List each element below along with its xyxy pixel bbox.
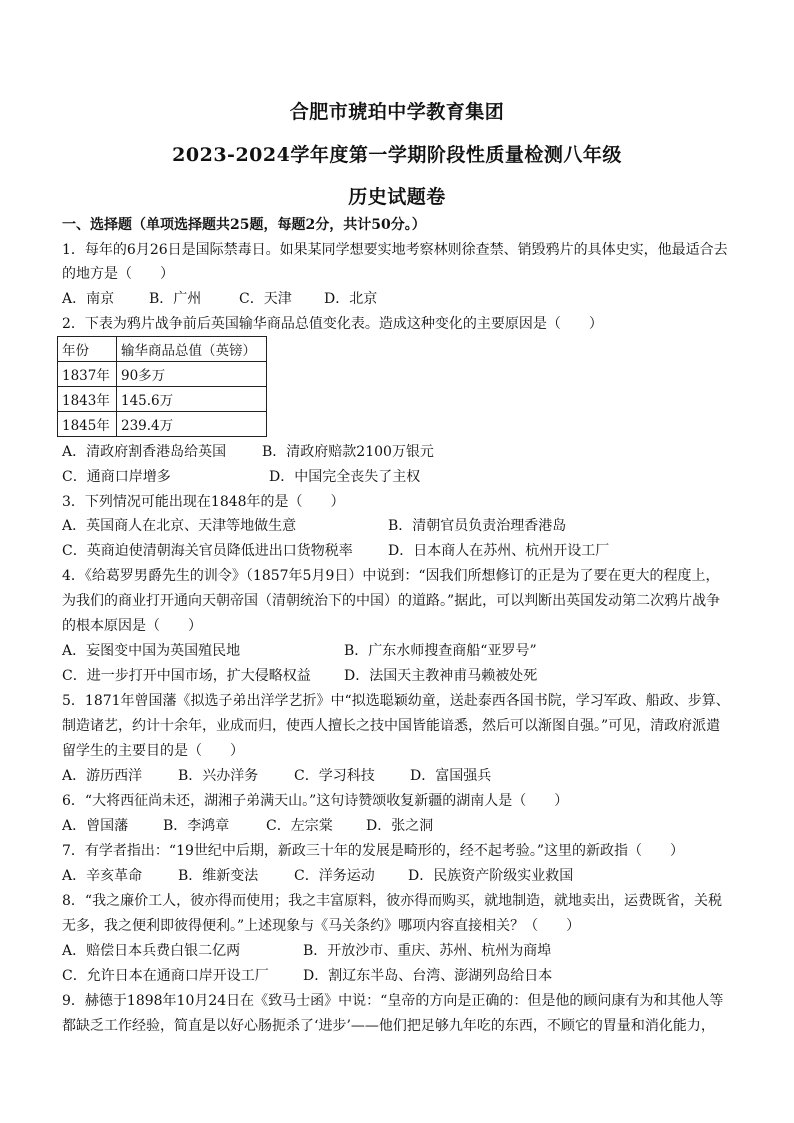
q3-option-d: D．日本商人在苏州、杭州开设工厂: [388, 543, 610, 559]
q7-option-d: D．民族资产阶级实业救国: [408, 868, 574, 884]
section-heading: 一、选择题（单项选择题共25题，每题2分，共计50分。）: [62, 217, 426, 233]
q8-option-b: B．开放沙市、重庆、苏州、杭州为商埠: [303, 943, 552, 959]
q9-stem-line1: 9．赫德于1898年10月24日在《致马士函》中说：“皇帝的方向是正确的：但是他的顾问康有为和其他人等: [62, 993, 724, 1009]
q3-option-b: B．清朝官员负责治理香港岛: [388, 518, 567, 534]
q4-stem-line2: 为我们的商业打开通向天朝帝国（清朝统治下的中国）的道路。”据此，可以判断出英国发动第二次鸦片战争: [62, 593, 721, 609]
q5-option-a: A．游历西洋: [62, 768, 143, 784]
table-header-row: [58, 337, 267, 362]
q8-stem-line2: 无多，我之便利即彼得便利。”上述现象与《马关条约》哪项内容直接相关？（ ）: [62, 918, 581, 934]
q3-option-a: A．英国商人在北京、天津等地做生意: [62, 518, 297, 534]
q6-option-c: C．左宗棠: [266, 818, 333, 834]
q8-option-c: C．允许日本在通商口岸开设工厂: [62, 968, 269, 984]
q4-stem-line3: 的根本原因是（ ）: [62, 618, 202, 634]
q1-stem-line1: 1．每年的6月26日是国际禁毒日。如果某同学想要实地考察林则徐查禁、销毁鸦片的具体史实，他最适合去: [62, 242, 728, 258]
q2-option-d: D．中国完全丧失了主权: [269, 469, 421, 485]
q5-option-d: D．富国强兵: [410, 768, 492, 784]
q6-option-d: D．张之洞: [366, 818, 434, 834]
q1-option-a: A．南京: [62, 291, 115, 307]
q2-option-b: B．清政府赔款2100万银元: [262, 444, 434, 460]
q5-stem-line3: 留学生的主要目的是（ ）: [62, 743, 244, 759]
subject-title: 历史试题卷: [348, 186, 446, 208]
table-cell: 239.4万: [117, 412, 267, 437]
school-title: 合肥市琥珀中学教育集团: [289, 101, 505, 123]
table-row: [58, 412, 267, 437]
q2-data-table: [57, 336, 267, 437]
q1-option-d: D．北京: [324, 291, 378, 307]
q2-stem: 2．下表为鸦片战争前后英国输华商品总值变化表。造成这种变化的主要原因是（ ）: [62, 316, 603, 332]
q6-stem: 6．“大将西征尚未还，湖湘子弟满天山。”这句诗赞颂收复新疆的湖南人是（ ）: [62, 793, 569, 809]
q8-stem-line1: 8．“我之廉价工人，彼亦得而使用；我之丰富原料，彼亦得而购买，就地制造，就地卖出，运费既省，关税: [62, 893, 723, 909]
q7-option-c: C．洋务运动: [294, 868, 375, 884]
q7-option-b: B．维新变法: [178, 868, 259, 884]
q5-option-b: B．兴办洋务: [178, 768, 259, 784]
q4-option-d: D．法国天主教神甫马赖被处死: [344, 668, 538, 684]
table-cell: 145.6万: [117, 387, 267, 412]
q4-option-b: B．广东水师搜查商船“亚罗号”: [344, 643, 537, 659]
q2-option-c: C．通商口岸增多: [62, 469, 171, 485]
q7-stem: 7．有学者指出：“19世纪中后期，新政三十年的发展是畸形的，经不起考验。”这里的新政指（ ）: [62, 843, 685, 859]
q5-stem-line1: 5．1871年曾国藩《拟选子弟出洋学艺折》中“拟选聪颖幼童，送赴泰西各国书院，学习军政、船政、步算、: [62, 693, 730, 709]
table-cell: 1837年: [58, 362, 117, 387]
q8-option-a: A．赔偿日本兵费白银二亿两: [62, 943, 241, 959]
exam-title: 2023-2024学年度第一学期阶段性质量检测八年级: [172, 144, 622, 166]
q1-stem-line2: 的地方是（ ）: [62, 266, 174, 282]
q4-option-a: A．妄图变中国为英国殖民地: [62, 643, 241, 659]
table-cell: 90多万: [117, 362, 267, 387]
q9-stem-line2: 都缺乏工作经验，简直是以好心肠扼杀了‘进步’——他们把足够九年吃的东西，不顾它的胃量和消化能力，: [62, 1018, 715, 1034]
q4-option-c: C．进一步打开中国市场，扩大侵略权益: [62, 668, 311, 684]
q5-option-c: C．学习科技: [294, 768, 375, 784]
table-row: [58, 387, 267, 412]
table-header-value: 输华商品总值（英镑）: [117, 337, 267, 362]
q3-stem: 3．下列情况可能出现在1848年的是（ ）: [62, 494, 345, 510]
q4-stem-line1: 4．《给葛罗男爵先生的训令》（1857年5月9日）中说到：“因我们所想修订的正是为了要在更大的程度上，: [62, 568, 720, 584]
q3-option-c: C．英商迫使清朝海关官员降低进出口货物税率: [62, 543, 353, 559]
q2-option-a: A．清政府割香港岛给英国: [62, 444, 227, 460]
table-header-year: 年份: [58, 337, 117, 362]
table-cell: 1845年: [58, 412, 117, 437]
q5-stem-line2: 制造诸艺，约计十余年，业成而归，使西人擅长之技中国皆能谙悉，然后可以渐图自强。”可见，清政府派遣: [62, 718, 721, 734]
table-cell: 1843年: [58, 387, 117, 412]
q1-option-b: B．广州: [149, 291, 202, 307]
table-row: [58, 362, 267, 387]
q6-option-a: A．曾国藩: [62, 818, 129, 834]
q7-option-a: A．辛亥革命: [62, 868, 143, 884]
q6-option-b: B．李鸿章: [163, 818, 230, 834]
q8-option-d: D．割辽东半岛、台湾、澎湖列岛给日本: [303, 968, 553, 984]
q1-option-c: C．天津: [239, 291, 292, 307]
